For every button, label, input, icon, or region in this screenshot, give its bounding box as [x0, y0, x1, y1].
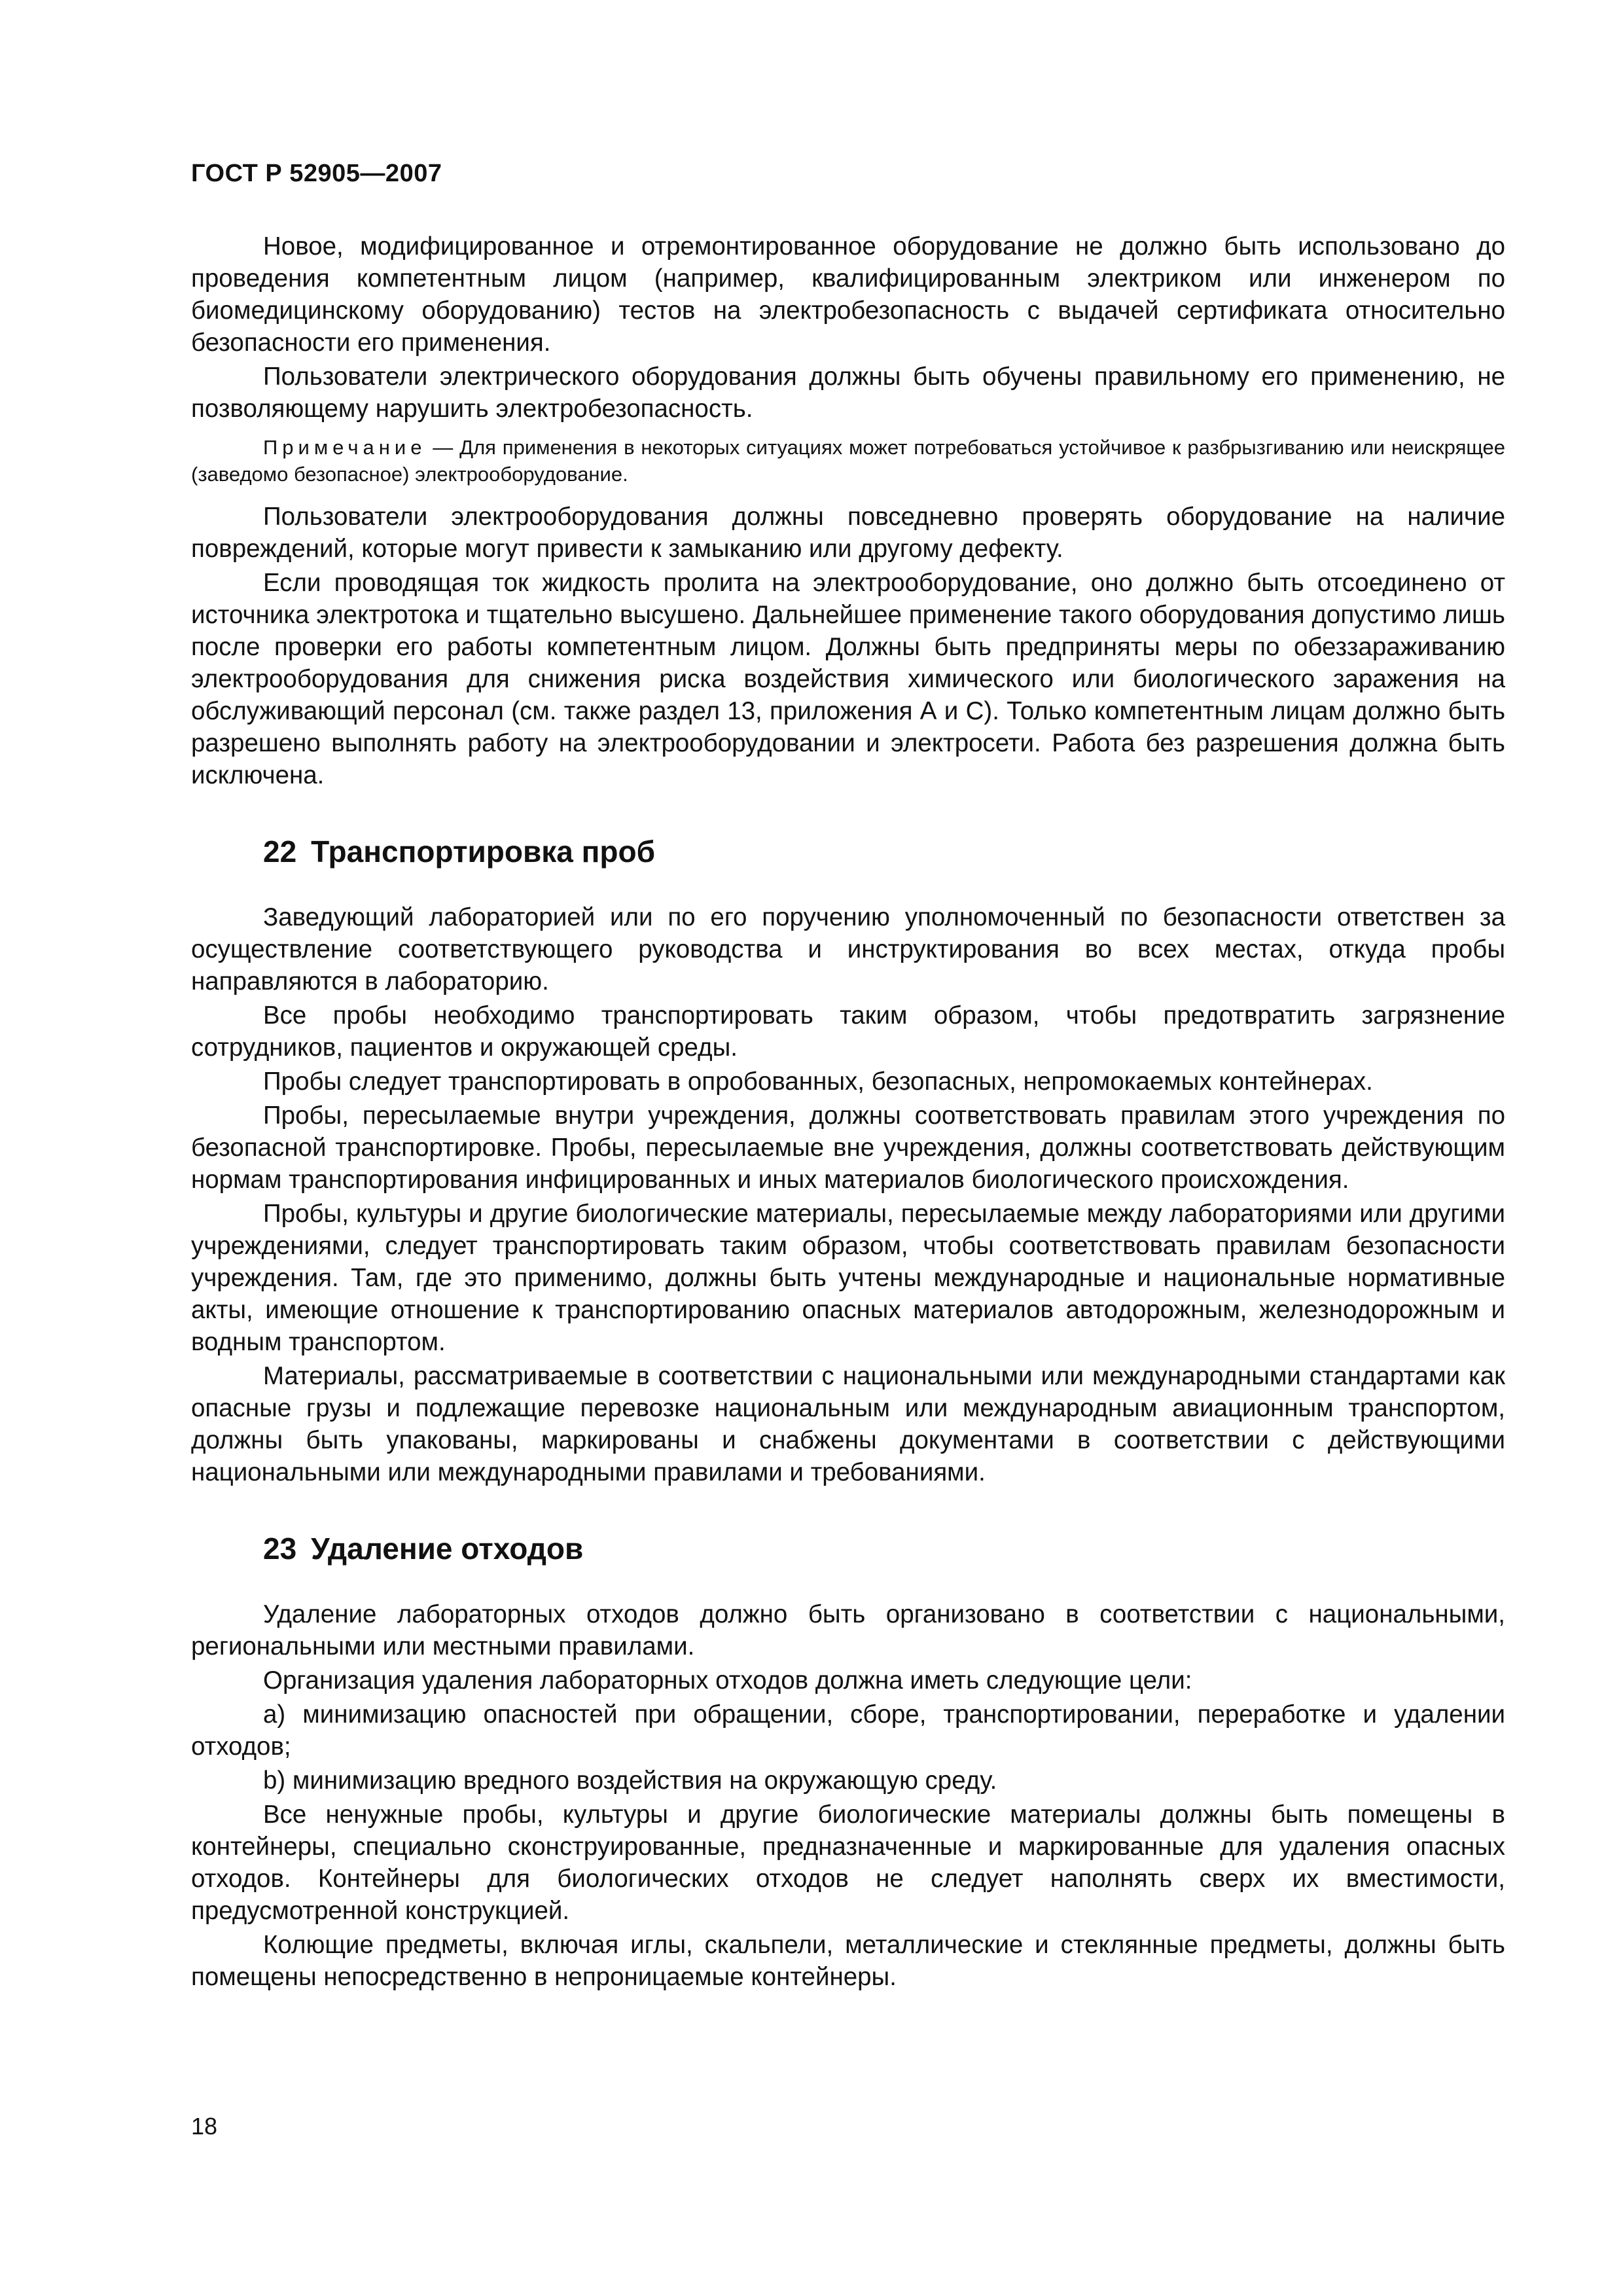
paragraph: Удаление лабораторных отходов должно быть организовано в соответствии с национальными, региональными или местными правилами. — [191, 1600, 1505, 1660]
list-item: b) минимизацию вредного воздействия на окружающую среду. — [263, 1767, 997, 1795]
paragraph: Новое, модифицированное и отремонтированное оборудование не должно быть использовано до проведения компетентным лицом (например, квалифицированным электриком или инженером по биомедицинскому оборудованию) тестов на электробезопасность с выдачей сертификата относительно безопасности его применения. — [191, 232, 1505, 357]
paragraph: Пробы следует транспортировать в опробованных, безопасных, непромокаемых контейнерах. — [263, 1067, 1373, 1096]
paragraph: Все пробы необходимо транспортировать таким образом, чтобы предотвратить загрязнение сотрудников, пациентов и окружающей среды. — [191, 1001, 1505, 1062]
paragraph: Пользователи электрического оборудования должны быть обучены правильному его применению, не позволяющему нарушить электробезопасность. — [191, 363, 1505, 423]
paragraph: Организация удаления лабораторных отходов должна иметь следующие цели: — [263, 1666, 1192, 1695]
document-header: ГОСТ Р 52905—2007 — [191, 160, 442, 187]
paragraph: Колющие предметы, включая иглы, скальпели, металлические и стеклянные предметы, должны быть помещены непосредственно в непроницаемые контейнеры. — [191, 1931, 1505, 1991]
paragraph: Пробы, культуры и другие биологические материалы, пересылаемые между лабораториями или другими учреждениями, следует транспортировать таким образом, чтобы соответствовать правилам безопасности учреждения. Там, где это применимо, должны быть учтены международные и национальные нормативные акты, имеющие отношение к транспортированию опасных материалов автодорожным, железнодорожным и водным транспортом. — [191, 1200, 1505, 1356]
page-number: 18 — [191, 2113, 218, 2140]
paragraph: Пробы, пересылаемые внутри учреждения, должны соответствовать правилам этого учреждения по безопасной транспортировке. Пробы, пересылаемые вне учреждения, должны соответствовать действующим нормам транспортирования инфицированных и иных материалов биологического происхождения. — [191, 1102, 1505, 1194]
list-item: a) минимизацию опасностей при обращении, сборе, транспортировании, переработке и удалении отходов; — [191, 1700, 1505, 1761]
paragraph: Пользователи электрооборудования должны повседневно проверять оборудование на наличие повреждений, которые могут привести к замыканию или другому дефекту. — [191, 503, 1505, 563]
document-body — [191, 230, 1505, 1995]
paragraph: Заведующий лабораторией или по его поручению уполномоченный по безопасности ответствен за осуществление соответствующего руководства и инструктирования во всех местах, откуда пробы направляются в лабораторию. — [191, 903, 1505, 996]
section-title: Транспортировка проб — [311, 834, 656, 869]
paragraph: Все ненужные пробы, культуры и другие биологические материалы должны быть помещены в контейнеры, специально сконструированные, предназначенные и маркированные для удаления опасных отходов. Контейнеры для биологических отходов не следует наполнять сверх их вместимости, предусмотренной конструкцией. — [191, 1801, 1505, 1925]
paragraph: Материалы, рассматриваемые в соответствии с национальными или международными стандартами как опасные грузы и подлежащие перевозке национальным или международным авиационным транспортом, должны быть упакованы, маркированы и снабжены документами в соответствии с действующими национальными или международными правилами и требованиями. — [191, 1362, 1505, 1486]
section-heading-23 — [263, 1530, 1505, 1567]
section-title: Удаление отходов — [311, 1532, 584, 1566]
section-heading-22 — [263, 833, 1505, 870]
note-text: Для применения в некоторых ситуациях может потребоваться устойчивое к разбрызгиванию или неискрящее (заведомо безопасное) электрооборудование. — [191, 436, 1505, 486]
section-number: 22 — [263, 834, 297, 869]
section-number: 23 — [263, 1532, 297, 1566]
note — [191, 434, 1505, 488]
paragraph: Если проводящая ток жидкость пролита на электрооборудование, оно должно быть отсоединено от источника электротока и тщательно высушено. Дальнейшее применение такого оборудования допустимо лишь после проверки его работы компетентным лицом. Должны быть предприняты меры по обеззараживанию электрооборудования для снижения риска воздействия химического или биологического заражения на обслуживающий персонал (см. также раздел 13, приложения А и С). Только компетентным лицам должно быть разрешено выполнять работу на электрооборудовании и электросети. Работа без разрешения должна быть исключена. — [191, 569, 1505, 789]
note-dash: — — [426, 436, 460, 459]
note-label: Примечание — [263, 436, 427, 459]
